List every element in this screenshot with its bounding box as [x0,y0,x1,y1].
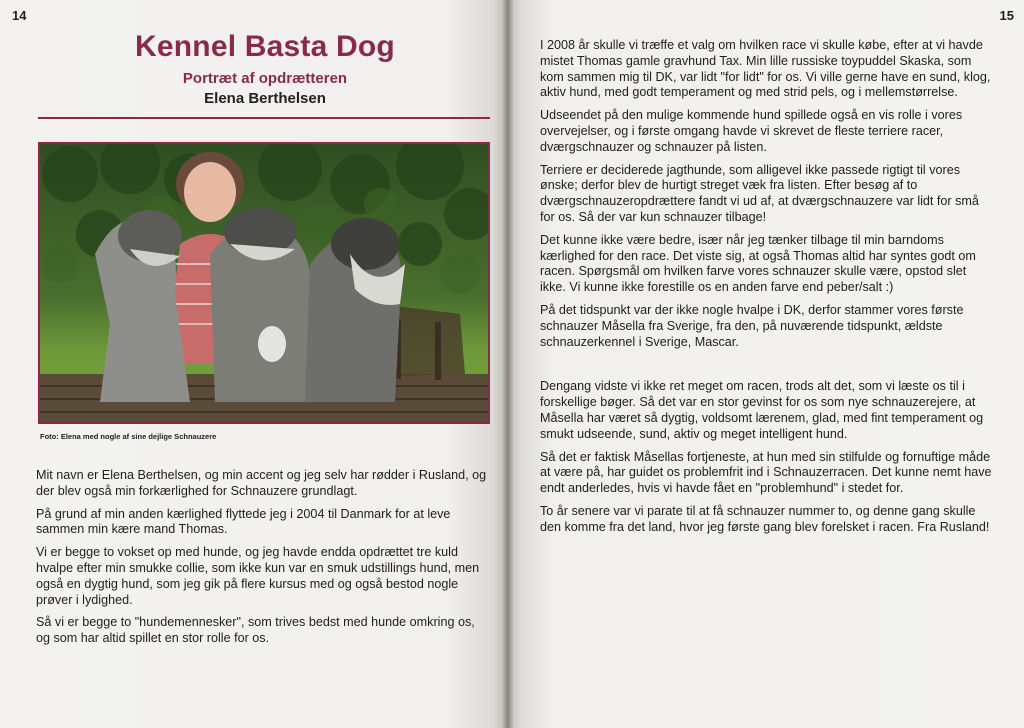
paragraph: På grund af min anden kærlighed flyttede jeg i 2004 til Danmark for at leve sammen min kære mand Thomas. [36,506,451,537]
paragraph: I 2008 år skulle vi træffe et valg om hvilken race vi skulle købe, efter at vi havde mistet Thomas gamle gravhund Tax. Min lille russiske toypuddel Skaska, som kom sammen mig til DK, var lidt "for lidt" for os. Vi ville gerne have en sund, klog, aktiv hund, med godt temperament og med strid pels, og i mellemstørrelse. [540,38,991,100]
paragraph: Så vi er begge to "hundemennesker", som trives bedst med hunde omkring os, og som har altid spillet en stor rolle for os. [36,615,475,646]
paragraph: Det kunne ikke være bedre, især når jeg tænker tilbage til min barndoms kærlighed for den race. Det viste sig, at også Thomas altid har syntes godt om racen. Spørgsmål om hvilken farve vores schnauzer skulle være, opstod slet ikke. Vi kunne ikke forestille os en anden farve end peber/salt :) [540,232,976,295]
page-number-right: 15 [999,8,1014,23]
paragraph: Dengang vidste vi ikke ret meget om racen, trods alt det, som vi læste os til i forskellige bøger. Så det var en stor gevinst for os som nye schnauzerejere, at Måsella har været så dygtig, voldsomt lærenem, glad, med fint temperament og smukt udseende, sund, aktiv og meget intelligent hund. [540,379,984,441]
paragraph: Udseendet på den mulige kommende hund spillede også en vis rolle i vores overvejelser, og i første omgang havde vi skrevet de fleste terriere racer, dværgschnauzer og schnauzer på listen. [540,108,963,154]
article-author: Elena Berthelsen [204,90,326,107]
title-divider [38,117,490,119]
article-title: Kennel Basta Dog [135,30,395,63]
paragraph: Mit navn er Elena Berthelsen, og min accent og jeg selv har rødder i Rusland, og der blev også min forkærlighed for Schnauzere grundlagt. [36,468,487,498]
paragraph: Så det er faktisk Måsellas fortjeneste, at hun med sin stilfulde og fornuftige måde at være på, har guidet os problemfrit ind i Schnauzerracen. Det kunne nemt have endt anderledes, hvis vi havde fået en "problemhund" i stedet for. [540,449,992,496]
book-gutter [503,0,513,728]
left-body-text [36,468,488,654]
paragraph: To år senere var vi parate til at få schnauzer nummer to, og denne gang skulle den komme fra det land, hvor jeg første gang blev forelsket i racen. Fra Rusland! [540,503,990,534]
photo-elena-with-schnauzers [38,142,490,424]
page-number-left: 14 [12,8,27,23]
right-body-text [540,38,992,543]
photo-caption: Foto: Elena med nogle af sine dejlige Schnauzere [40,432,217,441]
paragraph: Terriere er deciderede jagthunde, som alligevel ikke passede rigtigt til vores ønske; derfor blev de hurtigt streget væk fra listen. Efter besøg af to dværgschnauzeropdrættere fandt vi ud af, at dværgschnauzere var lidt for små for os. Så der var kun schnauzer tilbage! [540,162,979,224]
paragraph: På det tidspunkt var der ikke nogle hvalpe i DK, derfor stammer vores første schnauzer Måsella fra Sverige, fra den, på nuværende tidspunkt, ældste schnauzerkennel i Sverige, Mascar. [540,302,964,349]
paragraph-gap [540,357,992,379]
article-subtitle: Portræt af opdrætteren [182,70,348,87]
paragraph: Vi er begge to vokset op med hunde, og jeg havde endda opdrættet tre kuld hvalpe efter min smukke collie, som ikke kun var en smuk udstillings hund, men også en dygtig hund, som jeg gik på flere kursus med og også bestod nogle prøver i lydighed. [36,545,480,607]
photo-illustration [40,144,488,422]
left-page [0,0,508,728]
